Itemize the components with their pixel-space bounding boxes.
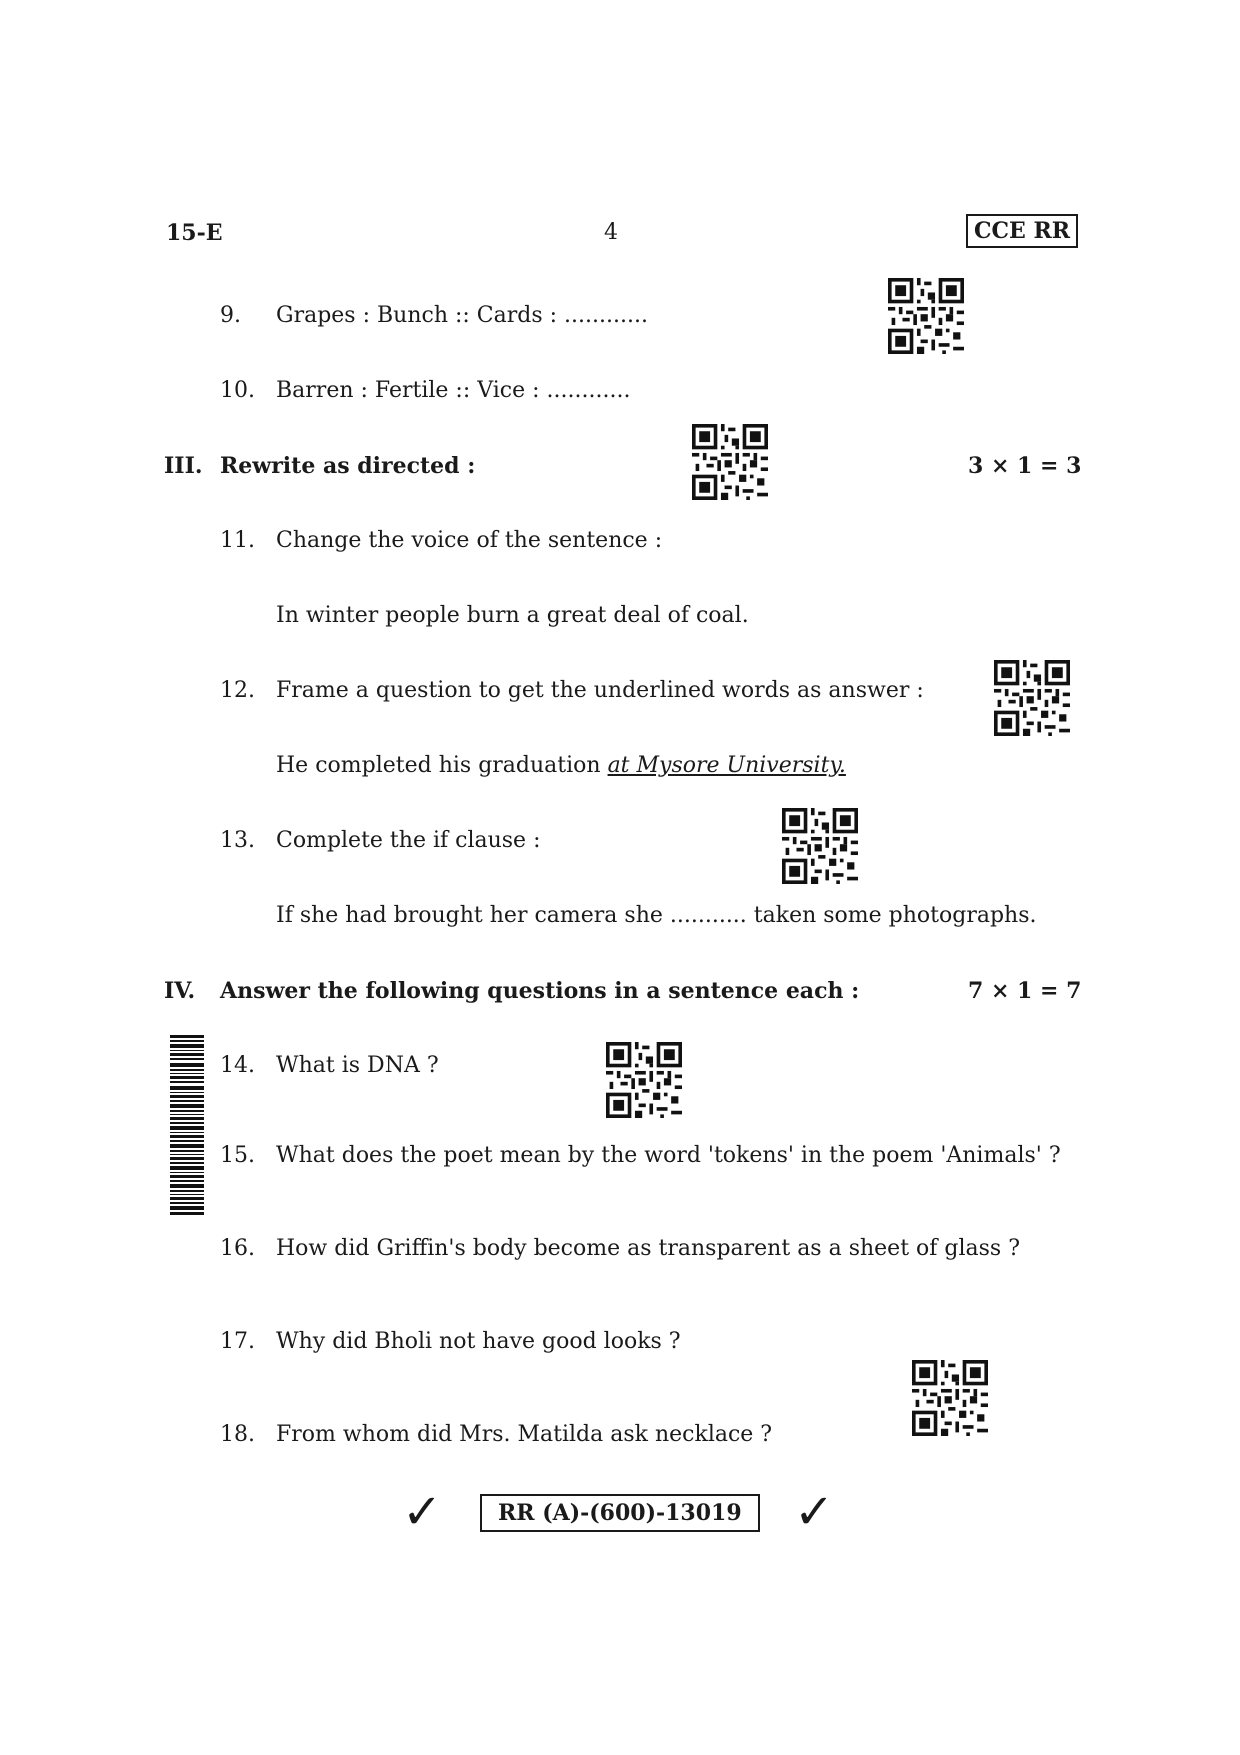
- section4-roman: IV.: [164, 978, 196, 1004]
- section3-title: Rewrite as directed :: [220, 453, 476, 479]
- q14-text: What is DNA ?: [276, 1053, 439, 1078]
- section4-marks: 7 × 1 = 7: [968, 978, 1082, 1004]
- q12-number: 12.: [220, 678, 255, 703]
- q10-text: Barren : Fertile :: Vice : ............: [276, 378, 631, 403]
- q17-number: 17.: [220, 1329, 255, 1354]
- q16-text: How did Griffin's body become as transparent as a sheet of glass ?: [276, 1236, 1021, 1261]
- q18-text: From whom did Mrs. Matilda ask necklace ?: [276, 1422, 773, 1447]
- q13-number: 13.: [220, 828, 255, 853]
- section4-title: Answer the following questions in a sentence each :: [220, 978, 860, 1004]
- qr-code-image: [994, 660, 1070, 736]
- qr-code-image: [912, 1360, 988, 1436]
- q12-text: Frame a question to get the underlined words as answer :: [276, 678, 924, 703]
- q13-sentence: If she had brought her camera she ........... taken some photographs.: [276, 903, 1037, 928]
- q16-number: 16.: [220, 1236, 255, 1261]
- q18-number: 18.: [220, 1422, 255, 1447]
- q17-text: Why did Bholi not have good looks ?: [276, 1329, 681, 1354]
- footer-code-box: RR (A)-(600)-13019: [480, 1494, 760, 1532]
- q12-sentence-plain: He completed his graduation: [276, 753, 608, 778]
- qr-code-image: [888, 278, 964, 354]
- q9-number: 9.: [220, 303, 241, 328]
- q11-text: Change the voice of the sentence :: [276, 528, 663, 553]
- page-number: 4: [604, 220, 618, 245]
- qr-code-image: [606, 1042, 682, 1118]
- q14-number: 14.: [220, 1053, 255, 1078]
- paper-code: 15-E: [166, 220, 223, 246]
- check-mark-icon: ✓: [794, 1484, 835, 1540]
- check-mark-icon: ✓: [402, 1484, 443, 1540]
- q10-number: 10.: [220, 378, 255, 403]
- q9-text: Grapes : Bunch :: Cards : ............: [276, 303, 648, 328]
- q11-sentence: In winter people burn a great deal of coal.: [276, 603, 749, 628]
- q15-number: 15.: [220, 1143, 255, 1168]
- qr-code-image: [782, 808, 858, 884]
- q13-text: Complete the if clause :: [276, 828, 541, 853]
- q15-text: What does the poet mean by the word 'tokens' in the poem 'Animals' ?: [276, 1143, 1061, 1168]
- barcode-image: [170, 1035, 204, 1217]
- q12-sentence: [276, 755, 846, 777]
- series-box: CCE RR: [966, 214, 1078, 248]
- q11-number: 11.: [220, 528, 255, 553]
- section3-marks: 3 × 1 = 3: [968, 453, 1082, 479]
- section3-roman: III.: [164, 453, 203, 479]
- q12-underlined-words: at Mysore University.: [607, 753, 846, 778]
- qr-code-image: [692, 424, 768, 500]
